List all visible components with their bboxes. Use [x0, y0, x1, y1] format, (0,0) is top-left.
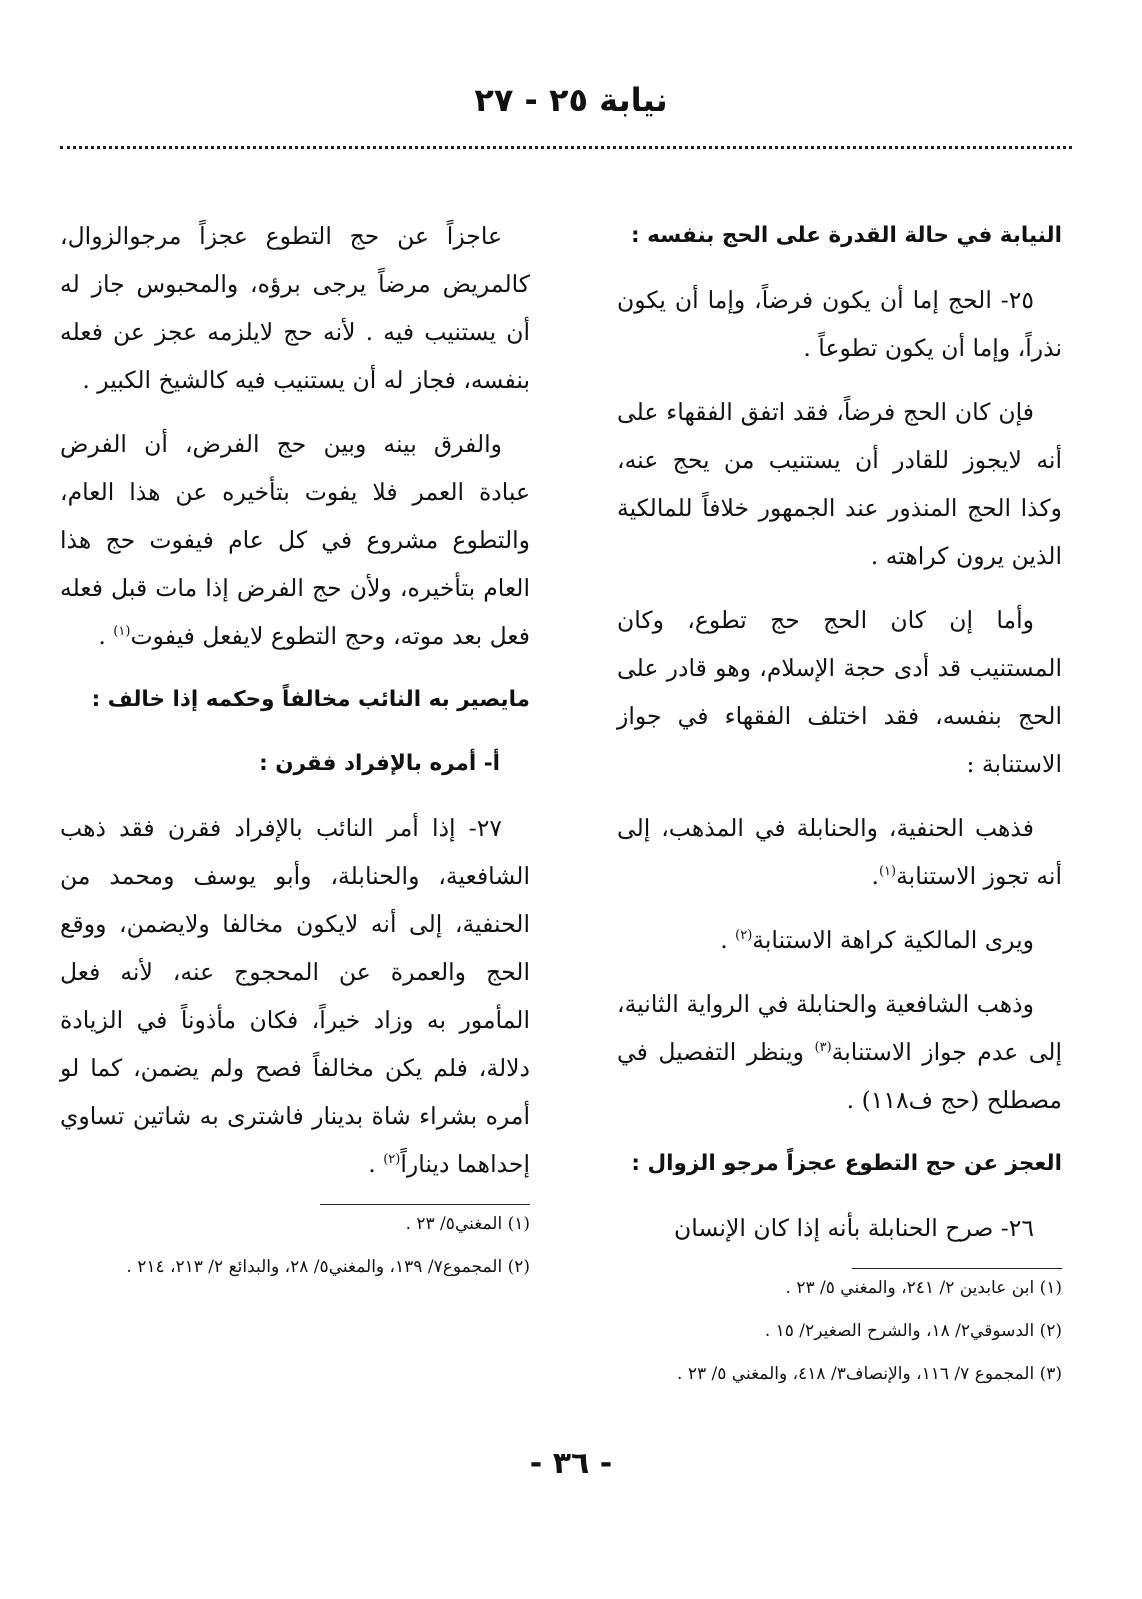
section-heading: النيابة في حالة القدرة على الحج بنفسه : — [631, 223, 1062, 248]
footnote: (٢) الدسوقي٢/ ١٨، والشرح الصغير٢/ ١٥ . — [764, 1321, 1062, 1341]
paragraph: عاجزاً عن حج التطوع عجزاً مرجوالزوال، كالمريض مرضاً يرجى برؤه، والمحبوس جاز له أن يستنيب فيه . لأنه حج لايلزمه عجز عن فعله بنفسه، فجاز له أن يستنيب فيه كالشيخ الكبير . — [60, 222, 530, 394]
paragraph-text: ٢٧- إذا أمر النائب بالإفراد فقرن فقد ذهب الشافعية، والحنابلة، وأبو يوسف ومحمد من الحنفية، إلى أنه لايكون مخالفا ولايضمن، ووقع الحج والعمرة عن المحجوج عنه، لأنه فعل المأمور به وزاد خيراً، فكان مأذوناً في الزيادة دلالة، فلم يكن مخالفاً فصح ولم يضمن، كما لو أمره بشراء شاة بدينار فاشترى به شاتين تساوي إحداهما ديناراً — [60, 814, 530, 1178]
paragraph — [617, 980, 1062, 1124]
footnote-ref: (١) — [878, 864, 897, 880]
paragraph-text: . — [98, 622, 114, 650]
paragraph-text: . — [368, 1150, 384, 1178]
section-heading: مايصير به النائب مخالفاً وحكمه إذا خالف : — [91, 687, 530, 712]
footnote-ref: (٢) — [735, 928, 753, 944]
footnote-ref: (٢) — [383, 1152, 401, 1168]
paragraph-text: وذهب الشافعية والحنابلة في الرواية الثانية، إلى عدم جواز الاستنابة — [617, 990, 1062, 1066]
paragraph: وأما إن كان الحج حج تطوع، وكان المستنيب قد أدى حجة الإسلام، وهو قادر على الحج بنفسه، فقد اختلف الفقهاء في جواز الاستنابة : — [617, 606, 1062, 778]
footnote: (١) المغني٥/ ٢٣ . — [405, 1214, 530, 1234]
footnote-separator — [852, 1268, 1062, 1269]
footnote: (١) ابن عابدين ٢/ ٢٤١، والمغني ٥/ ٢٣ . — [785, 1278, 1062, 1298]
footnote: (٢) المجموع٧/ ١٣٩، والمغني٥/ ٢٨، والبدائع ٢/ ٢١٣، ٢١٤ . — [126, 1257, 530, 1277]
paragraph-text: فذهب الحنفية، والحنابلة في المذهب، إلى أنه تجوز الاستنابة — [617, 814, 1062, 890]
right-column — [617, 212, 1062, 1404]
footnote-ref: (٣) — [814, 1040, 832, 1056]
paragraph-27 — [60, 804, 530, 1188]
paragraph-26: ٢٦- صرح الحنابلة بأنه إذا كان الإنسان — [674, 1214, 1034, 1242]
footnote: (٣) المجموع ٧/ ١١٦، والإنصاف٣/ ٤١٨، والمغني ٥/ ٢٣ . — [677, 1364, 1062, 1384]
subsection-heading: أ- أمره بالإفراد فقرن : — [259, 751, 500, 776]
section-heading: العجز عن حج التطوع عجزاً مرجو الزوال : — [631, 1151, 1062, 1176]
page-header-title: نيابة ٢٥ - ٢٧ — [474, 81, 668, 119]
paragraph — [617, 804, 1062, 900]
paragraph-text: والفرق بينه وبين حج الفرض، أن الفرض عبادة العمر فلا يفوت بتأخيره عن هذا العام، والتطوع مشروع في كل عام فيفوت حج هذا العام بتأخيره، ولأن حج الفرض إذا مات قبل فعله فعل بعد موته، وحج التطوع لايفعل فيفوت — [60, 430, 530, 650]
paragraph-text: وينظر التفصيل في مصطلح (حج ف١١٨) . — [617, 1038, 1062, 1114]
header-dotted-rule — [60, 146, 1072, 149]
paragraph — [60, 420, 530, 660]
paragraph: فإن كان الحج فرضاً، فقد اتفق الفقهاء على أنه لايجوز للقادر أن يستنيب من يحج عنه، وكذا الحج المنذور عند الجمهور خلافاً للمالكية الذين يرون كراهته . — [617, 398, 1062, 570]
footnote-ref: (١) — [113, 624, 131, 640]
paragraph-25: ٢٥- الحج إما أن يكون فرضاً، وإما أن يكون نذراً، وإما أن يكون تطوعاً . — [617, 286, 1062, 362]
paragraph-text: ويرى المالكية كراهة الاستنابة — [752, 926, 1034, 954]
left-column — [60, 212, 530, 1297]
paragraph-text: . — [720, 926, 736, 954]
paragraph — [617, 916, 1062, 964]
page-number: - ٣٦ - — [529, 1446, 613, 1481]
footnote-separator — [320, 1204, 530, 1205]
paragraph-text: . — [871, 862, 879, 890]
